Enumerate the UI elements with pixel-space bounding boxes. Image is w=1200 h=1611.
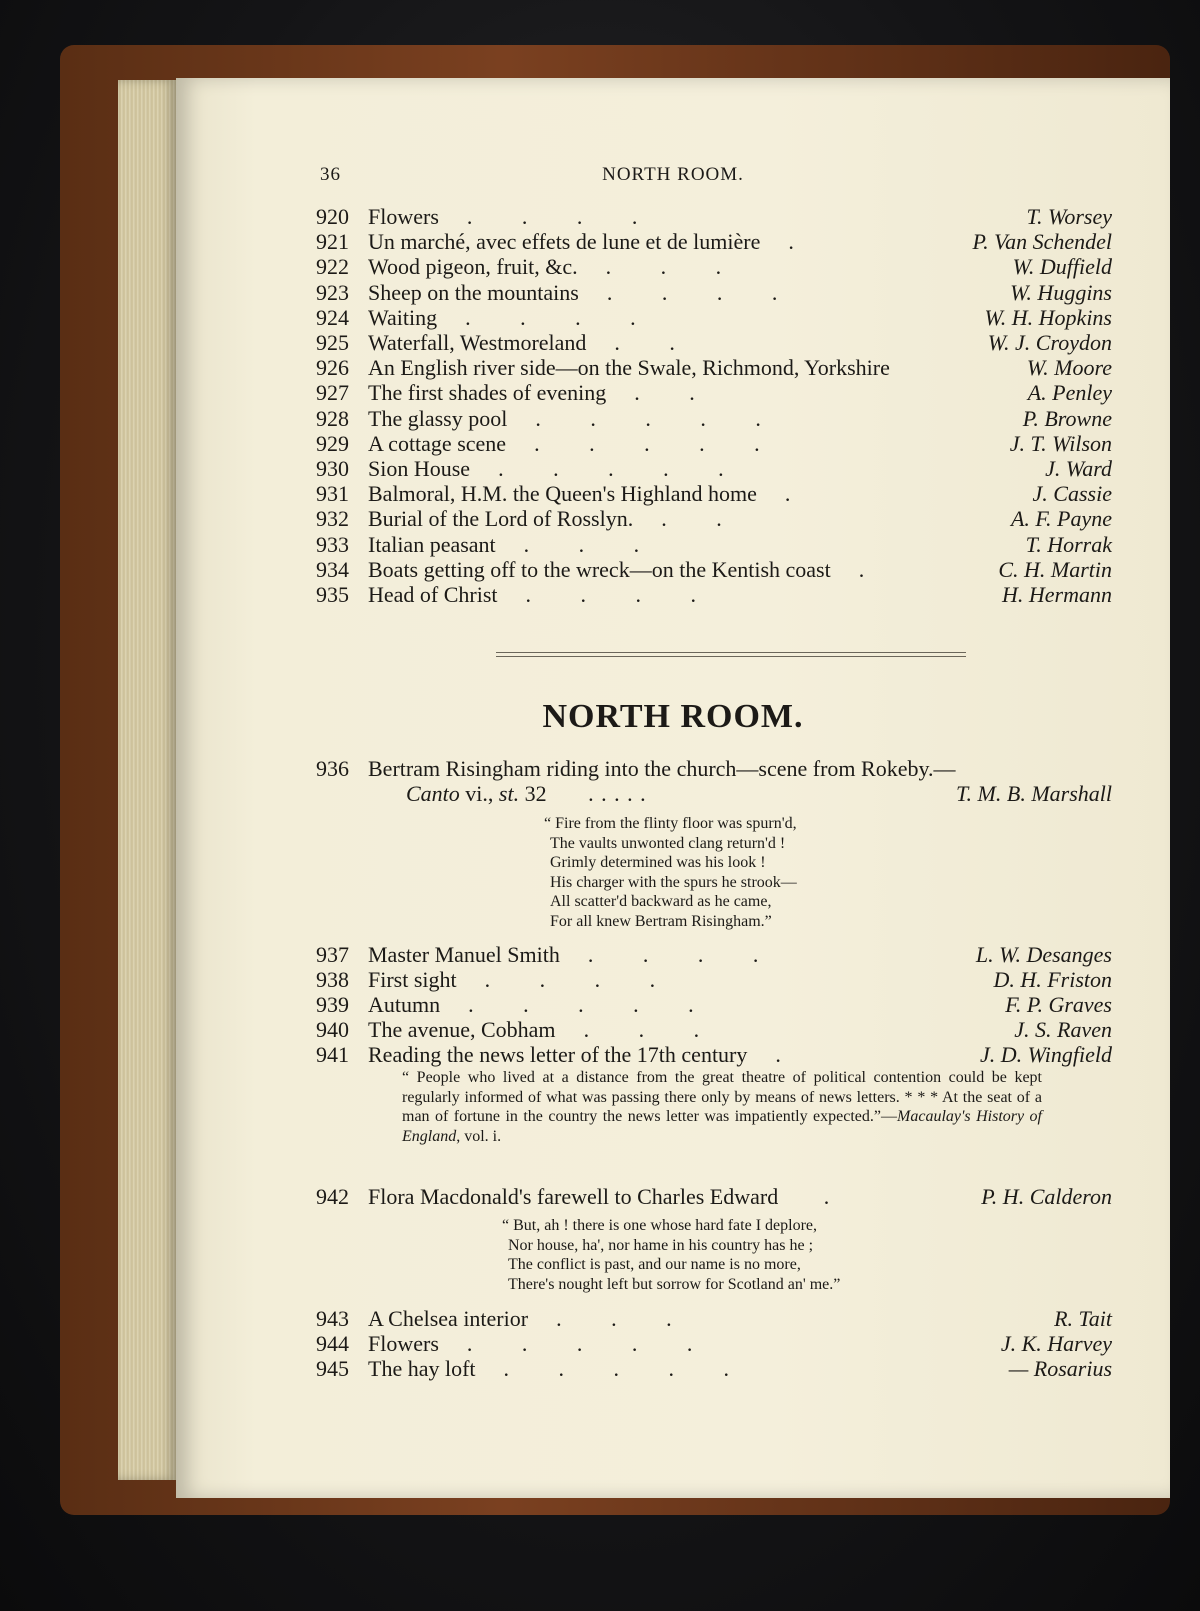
entry-artist: — Rosarius: [1008, 1356, 1112, 1381]
entry-title: The glassy pool: [368, 405, 508, 431]
leader-dots: . . . .: [466, 204, 638, 229]
entry-number: 923: [316, 279, 349, 305]
catalogue-entry: [316, 330, 1112, 356]
catalogue-entry: [316, 532, 1112, 558]
entry-number: 931: [316, 481, 349, 507]
entry-artist: J. T. Wilson: [1009, 430, 1112, 456]
entry-artist: W. J. Croydon: [987, 330, 1112, 355]
entry-number: 943: [316, 1306, 349, 1331]
catalogue-entry: [316, 967, 1112, 993]
note-source-rest: , vol. i.: [456, 1127, 502, 1145]
entry-number: 935: [316, 582, 349, 607]
entry-artist: H. Hermann: [1002, 582, 1112, 607]
entry-title: Wood pigeon, fruit, &c.: [368, 254, 578, 280]
section-title: NORTH ROOM.: [542, 698, 804, 735]
entry-number: 941: [316, 1042, 349, 1067]
leader-dots: . . .: [523, 531, 640, 557]
entry-title: Boats getting off to the wreck—on the Kentish coast: [368, 556, 831, 582]
entry-title: Master Manuel Smith: [368, 942, 560, 967]
catalogue-entry: [316, 456, 1112, 482]
entry-title: An English river side—on the Swale, Richmond, Yorkshire: [368, 355, 890, 381]
entry-artist: W. Duffield: [1012, 254, 1112, 280]
leader-dots: . . .: [556, 1306, 672, 1331]
entry-artist: J. Cassie: [1032, 481, 1112, 507]
catalogue-entry: [316, 229, 1112, 255]
catalogue-entry: [316, 280, 1112, 306]
canto-number: vi.,: [459, 781, 499, 806]
catalogue-entry: [316, 557, 1112, 583]
entry-number: 927: [316, 380, 349, 406]
stanza-label: st.: [498, 781, 520, 806]
entry-number: 944: [316, 1331, 349, 1356]
entry-artist: R. Tait: [1054, 1306, 1112, 1331]
entry-artist: D. H. Friston: [993, 967, 1112, 992]
entry-number: 925: [316, 330, 349, 355]
catalogue-entry: [316, 380, 1112, 406]
entry-941-note: [402, 1068, 1042, 1146]
quote-line: His charger with the spurs he strook—: [550, 873, 797, 891]
leader-dots: . . . .: [525, 582, 697, 607]
leader-dots: .: [775, 1042, 781, 1067]
entry-artist: J. K. Harvey: [1000, 1331, 1112, 1356]
entry-number: 942: [316, 1184, 349, 1209]
quote-line: The conflict is past, and our name is no more,: [508, 1256, 801, 1273]
entry-number: 921: [316, 229, 349, 255]
catalogue-entry: [316, 942, 1112, 968]
page-edges: [118, 80, 176, 1480]
entry-title: Autumn: [368, 992, 441, 1017]
entry-title: The avenue, Cobham: [368, 1017, 556, 1042]
entry-number: 940: [316, 1017, 349, 1042]
catalogue-entry-continuation: [316, 781, 1112, 807]
entry-number: 932: [316, 506, 349, 532]
page-number: 36: [320, 164, 341, 185]
leader-dots: . . . .: [587, 942, 759, 967]
catalogue-entry: [316, 1184, 1112, 1210]
running-head: NORTH ROOM.: [602, 164, 744, 185]
leader-dots: . . . . .: [503, 1356, 730, 1381]
entry-number: 934: [316, 556, 349, 582]
quote-line: For all knew Bertram Risingham.”: [550, 912, 772, 930]
catalogue-entry: [316, 1017, 1112, 1043]
entry-title: Waterfall, Westmoreland: [368, 330, 587, 355]
entry-number: 926: [316, 355, 349, 381]
entry-artist: T. Horrak: [1025, 531, 1112, 557]
entry-title: Flowers: [368, 1331, 439, 1356]
entry-title: Head of Christ: [368, 582, 498, 607]
entry-title: Sion House: [368, 456, 471, 481]
leader-dots: .: [788, 229, 794, 255]
entry-number: 933: [316, 531, 349, 557]
quote-line: Grimly determined was his look !: [550, 854, 766, 871]
catalogue-entry: [316, 1042, 1112, 1068]
entry-number: 922: [316, 254, 349, 280]
quote-line: All scatter'd backward as he came,: [550, 893, 772, 910]
entry-number: 929: [316, 430, 349, 456]
quote-line: “ But, ah ! there is one whose hard fate I deplore,: [502, 1217, 817, 1234]
leader-dots: . . . . .: [468, 992, 694, 1017]
canto-label: Canto: [406, 781, 460, 806]
quote-line: Nor house, ha', nor hame in his country has he ;: [508, 1236, 814, 1254]
entry-number: 938: [316, 967, 349, 992]
catalogue-entry: [316, 992, 1112, 1018]
entry-number: 928: [316, 405, 349, 431]
leader-dots: .: [858, 556, 865, 582]
entry-number: 936: [316, 756, 349, 781]
entry-artist: P. Browne: [1022, 405, 1112, 431]
catalogue-entry: [316, 355, 1112, 381]
book-page: [176, 78, 1170, 1498]
entry-artist: A. Penley: [1027, 380, 1112, 406]
stanza-number: 32: [519, 781, 547, 806]
entry-artist: T. M. B. Marshall: [955, 781, 1112, 806]
entry-artist: L. W. Desanges: [975, 942, 1112, 967]
page-header: [176, 164, 1170, 190]
catalogue-entry: [316, 582, 1112, 608]
entry-artist: T. Worsey: [1026, 204, 1112, 229]
catalogue-entry: [316, 431, 1112, 457]
note-text: “ People who lived at a distance from the great theatre of political contention could be kept regularly informed of what was passing there only by means of news letters. * * * At the seat of a man of fortune in the country the news letter was impatiently expected.”—: [402, 1069, 1042, 1125]
catalogue-entry: [316, 1306, 1112, 1332]
entry-title: A cottage scene: [368, 430, 507, 456]
leader-dots: . . . . .: [588, 781, 647, 806]
quote-line: The vaults unwonted clang return'd !: [550, 834, 786, 852]
catalogue-entry: [316, 406, 1112, 432]
entry-artist: A. F. Payne: [1010, 506, 1112, 532]
entry-artist: J. D. Wingfield: [980, 1042, 1112, 1067]
leader-dots: . . . . .: [498, 456, 724, 481]
entry-title: The first shades of evening: [368, 380, 607, 406]
entry-number: 930: [316, 456, 349, 481]
entry-title: Sheep on the mountains: [368, 279, 579, 305]
leader-dots: .: [823, 1184, 830, 1209]
entry-artist: W. H. Hopkins: [984, 304, 1112, 330]
entry-title: First sight: [368, 967, 457, 992]
leader-dots: . .: [614, 330, 675, 355]
leader-dots: . .: [661, 506, 722, 532]
catalogue-entry: [316, 305, 1112, 331]
entry-title: Un marché, avec effets de lune et de lumière: [368, 229, 761, 255]
leader-dots: . . .: [583, 1017, 700, 1042]
catalogue-entry: [316, 1356, 1112, 1382]
leader-dots: . .: [634, 380, 695, 406]
catalogue-entry: [316, 1331, 1112, 1357]
entry-title: Flowers: [368, 204, 439, 229]
entry-title: Italian peasant: [368, 531, 496, 557]
entry-title: Waiting: [368, 304, 438, 330]
catalogue-entry: [316, 506, 1112, 532]
entry-number: 924: [316, 304, 349, 330]
entry-number: 920: [316, 204, 349, 229]
leader-dots: . . .: [605, 254, 722, 280]
entry-artist: F. P. Graves: [1005, 992, 1112, 1017]
entry-title: Flora Macdonald's farewell to Charles Edward: [368, 1184, 779, 1209]
entry-title: Burial of the Lord of Rosslyn.: [368, 506, 634, 532]
entry-title: Reading the news letter of the 17th century: [368, 1042, 748, 1067]
section-divider: [496, 652, 966, 657]
entry-artist: C. H. Martin: [998, 556, 1112, 582]
leader-dots: . . . .: [606, 279, 778, 305]
entry-artist: P. Van Schendel: [972, 229, 1112, 255]
entry-title: The hay loft: [368, 1356, 476, 1381]
entry-artist: P. H. Calderon: [981, 1184, 1112, 1209]
entry-artist: J. Ward: [1045, 456, 1112, 481]
leader-dots: .: [784, 481, 791, 507]
catalogue-entry: [316, 481, 1112, 507]
leader-dots: . . . .: [484, 967, 656, 992]
quote-line: “ Fire from the flinty floor was spurn'd,: [544, 815, 797, 832]
entry-artist: W. Moore: [1026, 355, 1112, 381]
leader-dots: . . . .: [465, 304, 636, 330]
entry-number: 939: [316, 992, 349, 1017]
leader-dots: . . . . .: [534, 430, 760, 456]
entry-number: 937: [316, 942, 349, 967]
entry-title: A Chelsea interior: [368, 1306, 529, 1331]
leader-dots: . . . . .: [466, 1331, 693, 1356]
entry-artist: W. Huggins: [1010, 279, 1112, 305]
entry-title: Balmoral, H.M. the Queen's Highland home: [368, 481, 757, 507]
catalogue-entry: [316, 204, 1112, 230]
note-source: Macaulay's History of England: [402, 1108, 1043, 1145]
catalogue-entry: [316, 254, 1112, 280]
entry-title: Bertram Risingham riding into the church—scene from Rokeby.—: [368, 756, 956, 781]
catalogue-entry: [316, 756, 1112, 782]
entry-number: 945: [316, 1356, 349, 1381]
quote-line: There's nought left but sorrow for Scotland an' me.”: [508, 1275, 841, 1293]
entry-artist: J. S. Raven: [1014, 1017, 1112, 1042]
leader-dots: . . . . .: [535, 405, 761, 431]
